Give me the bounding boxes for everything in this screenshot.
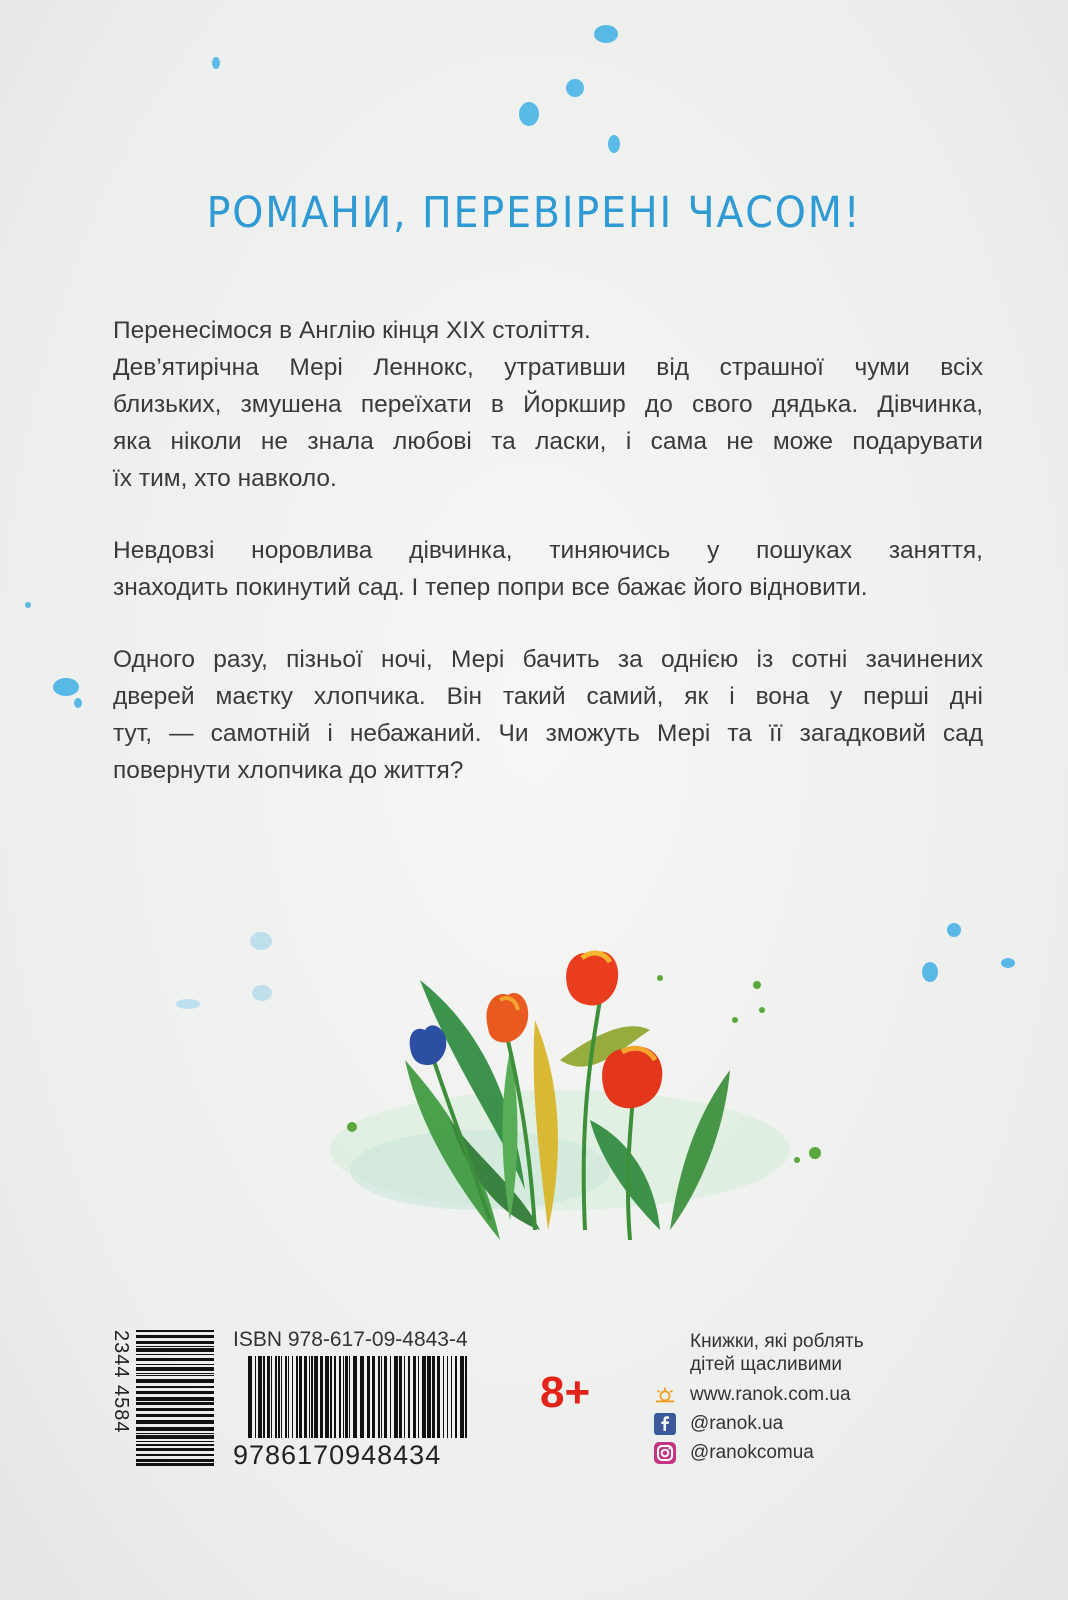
facebook-icon [654, 1413, 676, 1435]
ean-barcode [248, 1356, 468, 1438]
side-barcode [110, 1330, 218, 1466]
paragraph-3: Невдовзі норовлива дівчинка, тиняючись у пошуках заняття, знаходить покинутий сад. І тепер попри все бажає його відновити. [113, 537, 983, 601]
website-link[interactable]: www.ranok.com.ua [654, 1384, 851, 1406]
paragraph-4: Одного разу, пізньої ночі, Мері бачить за однією із сотні зачинених дверей маєтку хлопчика. Він такий самий, як і вона у перші дні тут, — самотній і небажаний. Чи зможуть Мері та її загадковий сад повернути хлопчика до життя? [113, 646, 983, 784]
side-barcode-bars [136, 1330, 236, 1466]
synopsis [113, 312, 983, 824]
facebook-link[interactable]: @ranok.ua [654, 1413, 783, 1435]
ranok-logo-icon [654, 1384, 676, 1406]
paragraph-1: Перенесімося в Англію кінця XIX століття. [113, 317, 591, 344]
headline: РОМАНИ, ПЕРЕВІРЕНІ ЧАСОМ! [206, 188, 862, 238]
paragraph-2: Дев’ятирічна Мері Леннокс, утративши від страшної чуми всіх близьких, змушена переїхати в Йоркшир до свого дядька. Дівчинка, яка ніколи не знала любові та ласки, і сама не може подарувати їх тим, хто навколо. [113, 354, 983, 492]
isbn: ISBN 978-617-09-4843-4 [233, 1328, 468, 1351]
publisher-slogan: Книжки, які роблять дітей щасливими [690, 1331, 864, 1375]
ean-number: 9786170948434 [233, 1440, 442, 1470]
side-barcode-digits: 2344 4584 [110, 1330, 132, 1434]
instagram-link[interactable]: @ranokcomua [654, 1442, 814, 1464]
age-rating: 8+ [540, 1368, 591, 1417]
instagram-icon [654, 1442, 676, 1464]
